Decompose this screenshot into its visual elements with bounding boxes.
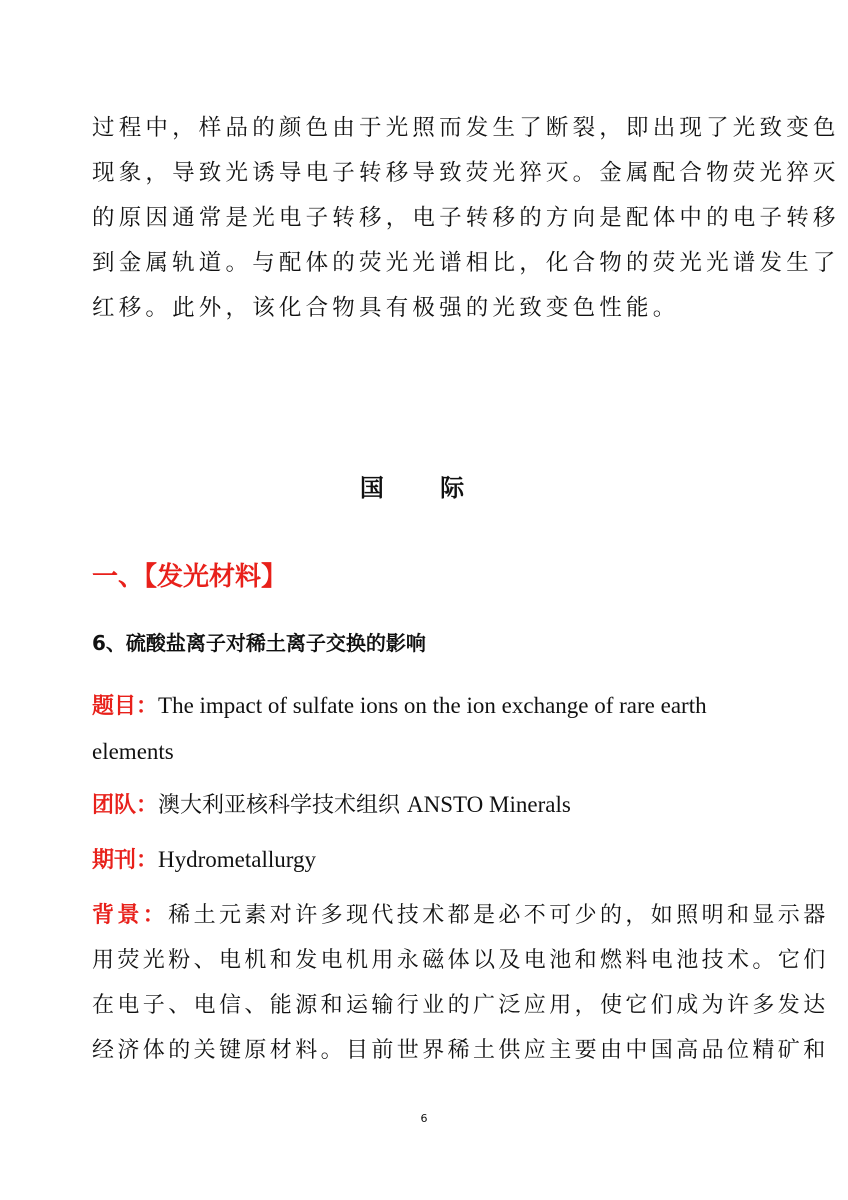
title-value-line: elements: [92, 739, 174, 764]
title-field: [92, 683, 764, 775]
background-line: 稀土元素对许多现代技术都是必不可少的，如照明和显示器: [168, 903, 829, 928]
intro-paragraph: [92, 106, 840, 331]
background-line: 在电子、电信、能源和运输行业的广泛应用，使它们成为许多发达: [92, 993, 829, 1018]
journal-value: Hydrometallurgy: [158, 847, 317, 872]
background-line: 用荧光粉、电机和发电机用永磁体以及电池和燃料电池技术。它们: [92, 948, 829, 973]
article-heading: 6、硫酸盐离子对稀土离子交换的影响: [92, 631, 426, 655]
team-value-cn: 澳大利亚核科学技术组织: [158, 793, 408, 818]
background-label: 背景：: [92, 903, 169, 928]
paragraph-line: 的原因通常是光电子转移，电子转移的方向是配体中的电子转移: [92, 205, 840, 231]
title-value-line: The impact of sulfate ions on the ion exchange of rare earth: [158, 693, 707, 718]
page-number: 6: [420, 1112, 428, 1125]
title-label: 题目：: [92, 694, 159, 719]
paragraph-line: 过程中，样品的颜色由于光照而发生了断裂，即出现了光致变色: [92, 115, 840, 141]
background-field: [92, 893, 829, 1073]
category-heading: 一、【发光材料】: [92, 562, 288, 592]
background-line: 经济体的关键原材料。目前世界稀土供应主要由中国高品位精矿和: [92, 1038, 829, 1063]
team-value-en: ANSTO Minerals: [407, 792, 571, 817]
paragraph-line: 现象，导致光诱导电子转移导致荧光猝灭。金属配合物荧光猝灭: [92, 160, 840, 186]
section-title-international: 国 际: [359, 474, 489, 502]
journal-label: 期刊：: [92, 848, 159, 873]
paragraph-line: 红移。此外，该化合物具有极强的光致变色性能。: [92, 295, 680, 321]
journal-field: [92, 837, 764, 883]
team-label: 团队：: [92, 793, 159, 818]
team-field: [92, 782, 764, 828]
paragraph-line: 到金属轨道。与配体的荧光光谱相比，化合物的荧光光谱发生了: [92, 250, 840, 276]
